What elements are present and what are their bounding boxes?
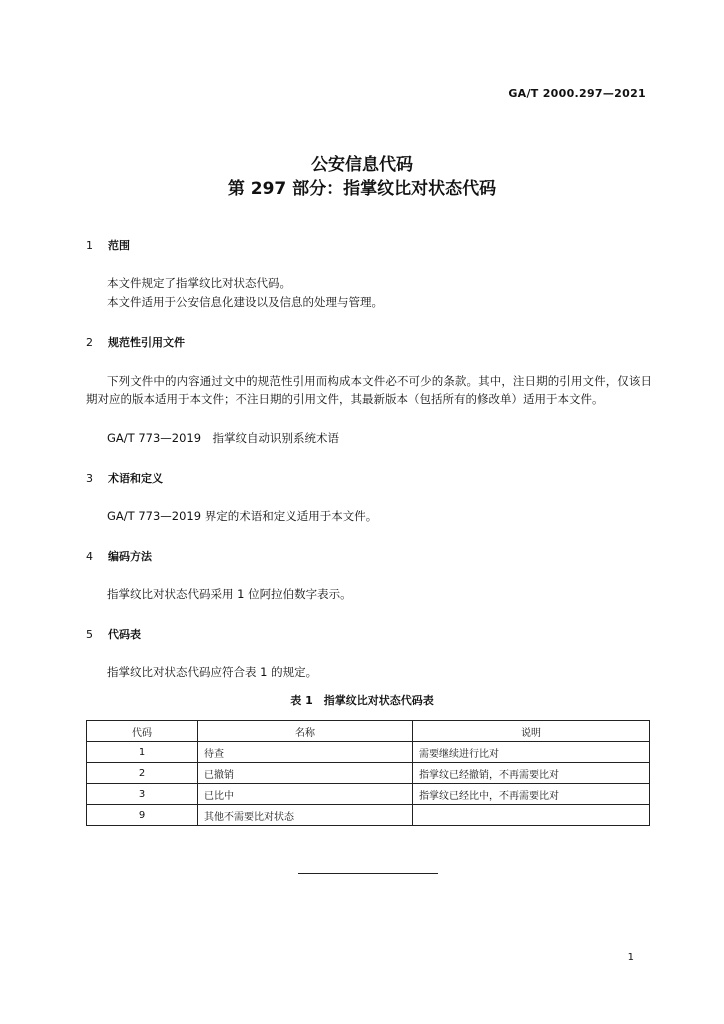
section-number: 1 (86, 239, 93, 252)
terms-line: GA/T 773—2019 界定的术语和定义适用于本文件。 (107, 509, 378, 523)
table-row (87, 763, 650, 784)
table-row (87, 742, 650, 763)
section-title: 范围 (108, 239, 130, 252)
document-subtitle: 第 297 部分：指掌纹比对状态代码 (227, 179, 497, 199)
section-title: 术语和定义 (108, 472, 163, 485)
scope-line-2: 本文件适用于公安信息化建设以及信息的处理与管理。 (107, 295, 383, 309)
cell-code: 3 (87, 784, 198, 805)
column-header-name: 名称 (198, 721, 413, 742)
table-caption: 表 1 指掌纹比对状态代码表 (290, 694, 434, 707)
cell-name: 待查 (198, 742, 413, 763)
cell-name: 其他不需要比对状态 (198, 805, 413, 826)
section-number: 2 (86, 336, 93, 349)
cell-code: 1 (87, 742, 198, 763)
coding-method-line: 指掌纹比对状态代码采用 1 位阿拉伯数字表示。 (107, 587, 352, 601)
standard-code: GA/T 2000.297—2021 (508, 87, 646, 100)
table-row (87, 805, 650, 826)
normative-references-paragraph: 下列文件中的内容通过文中的规范性引用而构成本文件必不可少的条款。其中，注日期的引用文件，仅该日期对应的版本适用于本文件；不注日期的引用文件，其最新版本（包括所有的修改单）适用于本文件。 (86, 374, 652, 406)
code-table-line: 指掌纹比对状态代码应符合表 1 的规定。 (107, 665, 318, 679)
cell-name: 已撤销 (198, 763, 413, 784)
reference-item: GA/T 773—2019 指掌纹自动识别系统术语 (107, 431, 340, 445)
cell-code: 2 (87, 763, 198, 784)
section-title: 规范性引用文件 (108, 336, 185, 349)
cell-description (413, 805, 650, 826)
section-heading-scope (86, 237, 130, 253)
section-number: 5 (86, 628, 93, 641)
section-heading-terms (86, 470, 163, 486)
cell-description: 指掌纹已经比中，不再需要比对 (413, 784, 650, 805)
section-title: 代码表 (108, 628, 141, 641)
cell-code: 9 (87, 805, 198, 826)
section-number: 3 (86, 472, 93, 485)
cell-description: 指掌纹已经撤销，不再需要比对 (413, 763, 650, 784)
section-number: 4 (86, 550, 93, 563)
cell-name: 已比中 (198, 784, 413, 805)
column-header-description: 说明 (413, 721, 650, 742)
section-heading-code-table (86, 626, 141, 642)
table-header-row (87, 721, 650, 742)
section-title: 编码方法 (108, 550, 152, 563)
table-row (87, 784, 650, 805)
scope-line-1: 本文件规定了指掌纹比对状态代码。 (107, 276, 291, 290)
cell-description: 需要继续进行比对 (413, 742, 650, 763)
column-header-code: 代码 (87, 721, 198, 742)
code-table (86, 720, 650, 826)
end-rule (298, 873, 438, 874)
page-number: 1 (627, 952, 634, 963)
section-heading-normative-references (86, 334, 185, 350)
section-heading-coding-method (86, 548, 152, 564)
document-title: 公安信息代码 (311, 155, 413, 175)
